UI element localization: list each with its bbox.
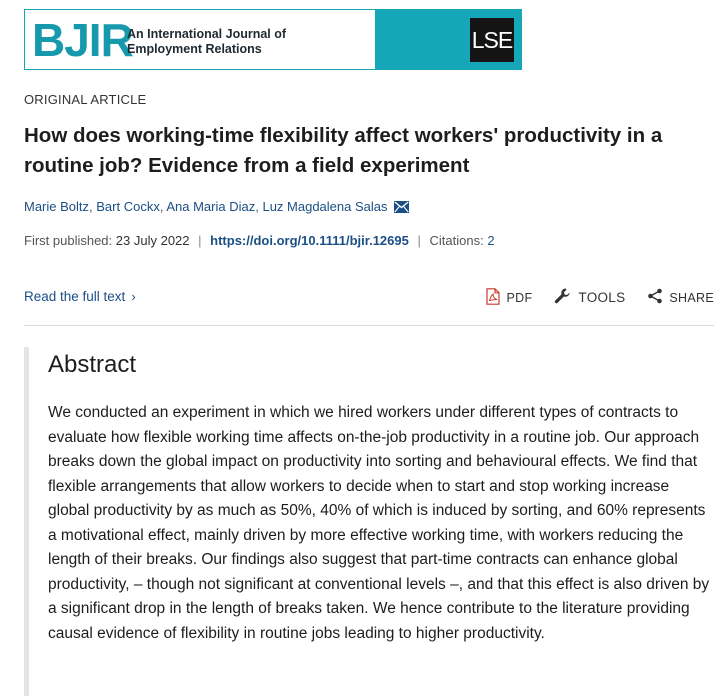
- abstract-text: We conducted an experiment in which we hired workers under different types of contracts to evaluate how flexible working time affects on-the-job productivity in a routine job. Our approach breaks down the global impact on productivity into sorting and behavioural effects. We find that flexible arrangements that allow workers to decide when to start and stop working increase global productivity by as much as 50%, 40% of which is induced by sorting, and 60% represents a motivational effect, mainly driven by more effective working time, with workers reducing the length of their breaks. Our findings also suggest that part-time contracts can enhance global productivity, – though not significant at conventional levels –, and that this effect is also driven by a significant drop in the length of breaks taken. We hence contribute to the literature providing causal evidence of flexibility in routine jobs leading to higher productivity.: [48, 404, 710, 642]
- first-published-date: 23 July 2022: [115, 233, 190, 248]
- read-full-text-link[interactable]: [24, 289, 136, 304]
- author-link[interactable]: Luz Magdalena Salas: [262, 199, 388, 214]
- publication-info: [24, 233, 495, 248]
- citations-label: Citations:: [429, 233, 484, 248]
- separator: |: [198, 233, 202, 248]
- share-label: SHARE: [669, 290, 714, 305]
- abstract-heading: Abstract: [48, 351, 137, 378]
- share-button[interactable]: [647, 288, 714, 307]
- publisher-logo[interactable]: LSE: [470, 18, 514, 62]
- journal-name: [127, 27, 347, 57]
- citations-count[interactable]: 2: [487, 233, 495, 248]
- journal-logo: BJIR: [32, 14, 133, 66]
- author-link[interactable]: Bart Cockx: [96, 199, 160, 214]
- author-link[interactable]: Marie Boltz: [24, 199, 90, 214]
- article-title: How does working-time flexibility affect workers' productivity in a routine job? Evidence from a field experiment: [24, 124, 663, 177]
- journal-banner[interactable]: [24, 9, 522, 70]
- author-link[interactable]: Ana Maria Diaz: [166, 199, 256, 214]
- read-full-text-label: Read the full text: [24, 289, 126, 304]
- pdf-icon: [486, 288, 500, 308]
- wrench-icon: [554, 287, 572, 308]
- abstract-section: [24, 347, 714, 696]
- chevron-right-icon: ›: [131, 289, 136, 304]
- journal-name-line2: Employment Relations: [127, 42, 262, 56]
- article-tools-bar: [486, 287, 714, 308]
- doi-link[interactable]: https://doi.org/10.1111/bjir.12695: [210, 233, 409, 248]
- envelope-icon[interactable]: [394, 201, 409, 216]
- article-type: ORIGINAL ARTICLE: [24, 92, 147, 107]
- first-published-label: First published:: [24, 233, 113, 248]
- pdf-button[interactable]: [486, 288, 532, 308]
- journal-name-line1: An International Journal of: [127, 27, 287, 41]
- tools-label: TOOLS: [578, 290, 626, 305]
- share-icon: [647, 288, 663, 307]
- separator: |: [417, 233, 421, 248]
- divider: [24, 325, 714, 326]
- author-list: Marie Boltz, Bart Cockx, Ana Maria Diaz, Luz Magdalena Salas: [24, 199, 409, 216]
- tools-button[interactable]: [554, 287, 625, 308]
- pdf-label: PDF: [506, 290, 533, 305]
